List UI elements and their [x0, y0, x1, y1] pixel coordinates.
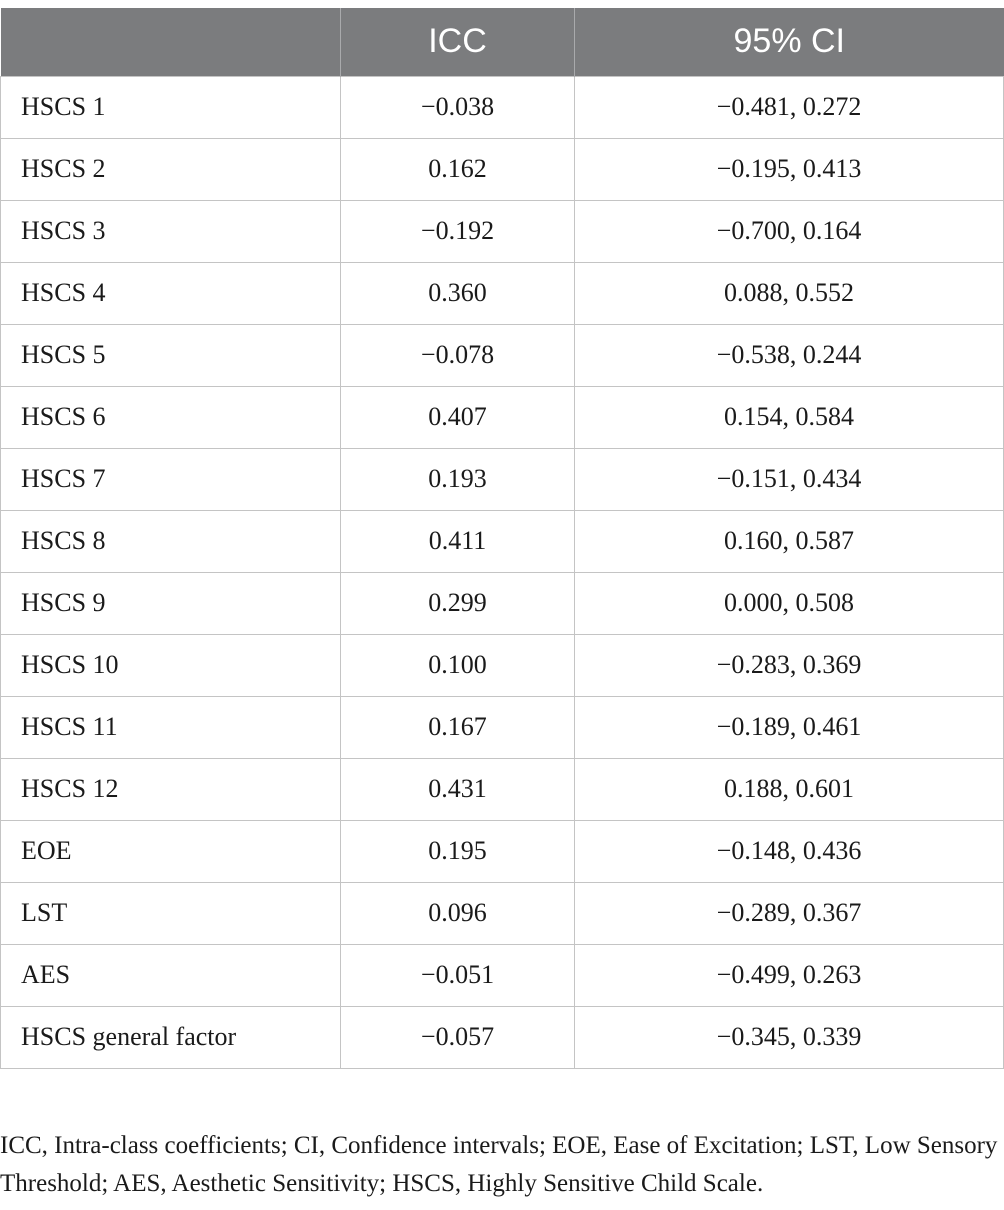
row-ci: −0.481, 0.272 — [575, 76, 1004, 138]
row-icc: −0.078 — [341, 324, 575, 386]
table-row — [1, 386, 1004, 448]
table-row — [1, 944, 1004, 1006]
icc-results-table — [0, 8, 1004, 1069]
row-label: HSCS 12 — [1, 758, 341, 820]
row-ci: 0.160, 0.587 — [575, 510, 1004, 572]
table-row — [1, 448, 1004, 510]
table-row — [1, 634, 1004, 696]
row-icc: 0.096 — [341, 882, 575, 944]
row-icc: 0.100 — [341, 634, 575, 696]
row-label: HSCS 10 — [1, 634, 341, 696]
row-label: LST — [1, 882, 341, 944]
row-label: EOE — [1, 820, 341, 882]
row-icc: 0.193 — [341, 448, 575, 510]
row-label: HSCS 3 — [1, 200, 341, 262]
row-ci: 0.154, 0.584 — [575, 386, 1004, 448]
row-icc: 0.195 — [341, 820, 575, 882]
row-label: HSCS general factor — [1, 1006, 341, 1068]
results-table-container — [0, 8, 1003, 1069]
table-row — [1, 510, 1004, 572]
row-ci: −0.538, 0.244 — [575, 324, 1004, 386]
row-ci: 0.000, 0.508 — [575, 572, 1004, 634]
table-row — [1, 76, 1004, 138]
row-ci: −0.345, 0.339 — [575, 1006, 1004, 1068]
row-label: HSCS 2 — [1, 138, 341, 200]
row-icc: 0.299 — [341, 572, 575, 634]
row-ci: −0.189, 0.461 — [575, 696, 1004, 758]
table-row — [1, 572, 1004, 634]
header-cell-label — [1, 8, 341, 76]
table-row — [1, 758, 1004, 820]
table-row — [1, 696, 1004, 758]
row-icc: −0.038 — [341, 76, 575, 138]
row-icc: 0.431 — [341, 758, 575, 820]
row-icc: 0.407 — [341, 386, 575, 448]
row-ci: −0.151, 0.434 — [575, 448, 1004, 510]
row-icc: −0.057 — [341, 1006, 575, 1068]
table-row — [1, 262, 1004, 324]
table-row — [1, 138, 1004, 200]
header-cell-icc: ICC — [341, 8, 575, 76]
row-icc: 0.360 — [341, 262, 575, 324]
header-row — [1, 8, 1004, 76]
row-ci: 0.188, 0.601 — [575, 758, 1004, 820]
table-row — [1, 820, 1004, 882]
row-ci: −0.283, 0.369 — [575, 634, 1004, 696]
row-label: HSCS 7 — [1, 448, 341, 510]
row-ci: −0.499, 0.263 — [575, 944, 1004, 1006]
row-label: HSCS 4 — [1, 262, 341, 324]
row-icc: 0.167 — [341, 696, 575, 758]
row-icc: 0.411 — [341, 510, 575, 572]
row-icc: −0.051 — [341, 944, 575, 1006]
header-cell-ci: 95% CI — [575, 8, 1004, 76]
table-row — [1, 200, 1004, 262]
row-label: HSCS 1 — [1, 76, 341, 138]
row-label: AES — [1, 944, 341, 1006]
table-row — [1, 882, 1004, 944]
row-icc: 0.162 — [341, 138, 575, 200]
row-label: HSCS 6 — [1, 386, 341, 448]
row-label: HSCS 8 — [1, 510, 341, 572]
row-icc: −0.192 — [341, 200, 575, 262]
table-row — [1, 324, 1004, 386]
table-header — [1, 8, 1004, 76]
table-row — [1, 1006, 1004, 1068]
row-ci: 0.088, 0.552 — [575, 262, 1004, 324]
row-ci: −0.148, 0.436 — [575, 820, 1004, 882]
row-ci: −0.195, 0.413 — [575, 138, 1004, 200]
row-label: HSCS 9 — [1, 572, 341, 634]
row-ci: −0.700, 0.164 — [575, 200, 1004, 262]
row-label: HSCS 11 — [1, 696, 341, 758]
table-body — [1, 76, 1004, 1068]
row-ci: −0.289, 0.367 — [575, 882, 1004, 944]
row-label: HSCS 5 — [1, 324, 341, 386]
table-footnote: ICC, Intra-class coefficients; CI, Confidence intervals; EOE, Ease of Excitation; LST, Low Sensory Threshold; AES, Aesthetic Sensitivity; HSCS, Highly Sensitive Child Scale. — [0, 1132, 998, 1197]
